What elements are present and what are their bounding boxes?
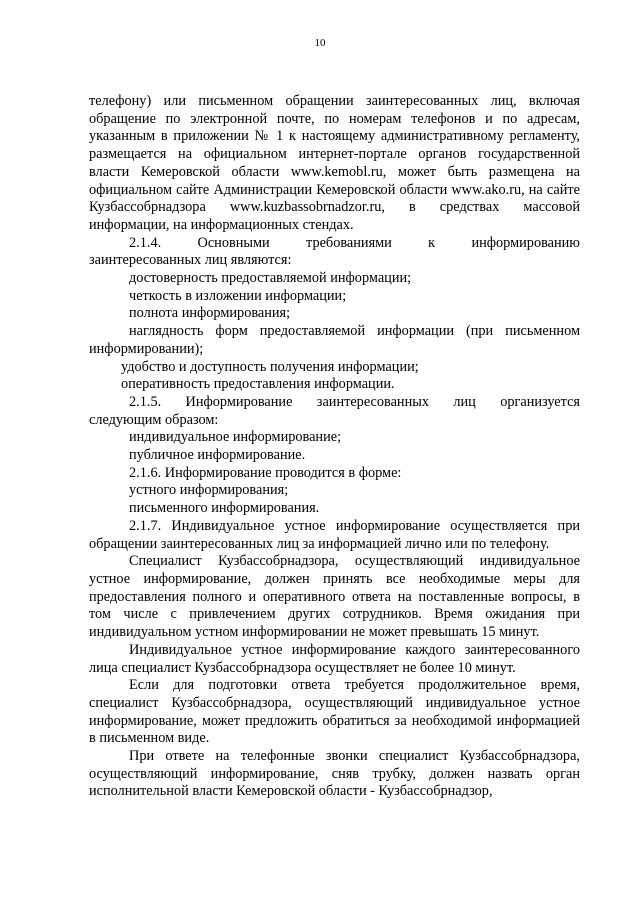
list-item: удобство и доступность получения информации; [121,358,419,375]
list-item: публичное информирование. [129,447,306,464]
list-item: устного информирования; [129,482,289,499]
paragraph-phone-calls: При ответе на телефонные звонки специалист Кузбассобрнадзора, осуществляющий информирование, сняв трубку, должен назвать орган исполнительной власти Кемеровской области - Кузбассобрнадзор, [89,748,580,800]
paragraph-2-1-5-cont: следующим образом: [89,411,219,428]
list-item: полнота информирования; [129,305,291,322]
paragraph-2-1-4: 2.1.4. Основными требованиями к информированию [129,234,580,251]
list-item: индивидуальное информирование; [129,429,342,446]
paragraph-specialist: Специалист Кузбассобрнадзора, осуществляющий индивидуальное устное информирование, должен принять все необходимые меры для предоставления полного и оперативного ответа на поставленные вопросы, в том числе с привлечением других сотрудников. Время ожидания при индивидуальном устном информировании не может превышать 15 минут. [89,553,580,641]
list-item: оперативность предоставления информации. [121,376,395,393]
paragraph-2-1-4-cont: заинтересованных лиц являются: [89,252,292,269]
page-number: 10 [314,37,326,49]
list-item: наглядность форм предоставляемой информации (при письменном информировании); [89,323,580,357]
paragraph-long-answer: Если для подготовки ответа требуется продолжительное время, специалист Кузбассобрнадзора, осуществляющий индивидуальное устное информирование, может предложить обратиться за необходимой информацией в письменном виде. [89,677,580,747]
document-body [89,93,580,801]
list-item: достоверность предоставляемой информации; [129,270,412,287]
paragraph-2-1-6: 2.1.6. Информирование проводится в форме: [129,464,402,481]
paragraph-2-1-5: 2.1.5. Информирование заинтересованных лиц организуется [129,393,580,410]
paragraph-2-1-7: 2.1.7. Индивидуальное устное информирование осуществляется при обращении заинтересованных лиц за информацией лично или по телефону. [89,517,580,552]
paragraph-individual-time: Индивидуальное устное информирование каждого заинтересованного лица специалист Кузбассобрнадзора осуществляет не более 10 минут. [89,641,580,676]
list-item: письменного информирования. [129,500,320,517]
paragraph-website-info: телефону) или письменном обращении заинтересованных лиц, включая обращение по электронной почте, по номерам телефонов и по адресам, указанным в приложении № 1 к настоящему административному регламенту, размещается на официальном интернет-портале органов государственной власти Кемеровской области www.kemobl.ru, может быть размещена на официальном сайте Администрации Кемеровской области www.ako.ru, на сайте Кузбассобрнадзора www.kuzbassobrnadzor.ru, в средствах массовой информации, на информационных стендах. [89,93,580,233]
list-item: четкость в изложении информации; [129,287,347,304]
